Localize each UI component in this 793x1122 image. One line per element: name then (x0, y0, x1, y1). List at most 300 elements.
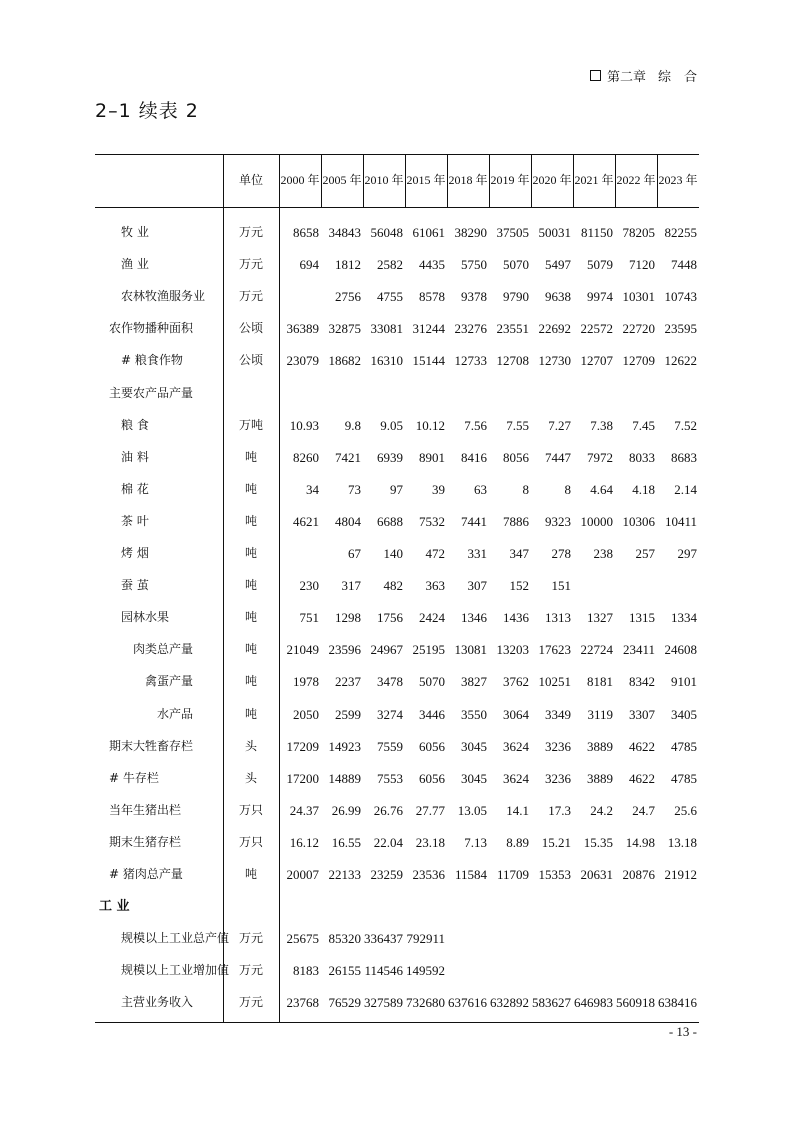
table-row (95, 538, 699, 569)
table-cell: 26.76 (373, 802, 403, 818)
row-label: 农林牧渔服务业 (121, 289, 206, 304)
header-column-divider (363, 154, 364, 207)
table-cell: 8056 (503, 449, 529, 465)
row-label: 油 料 (121, 449, 149, 464)
row-unit: 公顷 (238, 321, 263, 336)
table-cell: 149592 (406, 963, 445, 979)
table-cell: 16310 (370, 353, 403, 369)
row-unit: 吨 (244, 674, 257, 689)
table-cell: 7.13 (464, 834, 487, 850)
table-row (95, 506, 699, 537)
row-label: 期末生猪存栏 (109, 834, 182, 849)
table-row (95, 666, 699, 697)
table-cell: 22724 (580, 642, 613, 658)
header-column-divider (447, 154, 448, 207)
header-column-divider (321, 154, 322, 207)
table-cell: 7.56 (464, 417, 487, 433)
square-icon (590, 70, 601, 81)
table-cell: 3827 (461, 674, 487, 690)
table-row (95, 281, 699, 312)
row-unit: 万元 (238, 289, 263, 304)
table-cell: 472 (425, 546, 445, 561)
table-row (95, 634, 699, 665)
header-column-divider (615, 154, 616, 207)
table-cell: 482 (383, 578, 403, 594)
table-row (95, 474, 699, 505)
table-cell: 34 (306, 481, 319, 497)
table-cell: 10000 (580, 513, 613, 529)
table-cell: 56048 (370, 225, 403, 240)
table-row (95, 313, 699, 344)
table-cell: 23411 (622, 642, 655, 658)
row-label: 农作物播种面积 (109, 321, 194, 336)
table-cell: 38290 (454, 225, 487, 240)
row-label: 规模以上工业总产值 (121, 931, 230, 946)
table-cell: 8033 (629, 449, 655, 465)
row-unit: 万吨 (238, 417, 263, 432)
header-column-divider (657, 154, 658, 207)
table-cell: 10301 (622, 289, 655, 305)
table-cell: 1978 (293, 674, 319, 690)
table-cell: 152 (509, 578, 529, 594)
header-column-divider (573, 154, 574, 207)
table-cell: 7972 (587, 449, 613, 465)
table-cell: 3307 (629, 706, 655, 722)
table-cell: 5070 (503, 257, 529, 273)
table-cell: 8 (522, 481, 529, 497)
year-header: 2023 年 (658, 173, 698, 187)
row-label: 当年生猪出栏 (109, 802, 182, 817)
table-cell: 8658 (293, 225, 319, 240)
table-cell: 12707 (580, 353, 613, 369)
table-row (95, 378, 699, 409)
page-title: 2–1 续表 2 (95, 100, 199, 122)
table-cell: 31244 (412, 321, 445, 337)
row-unit: 吨 (244, 513, 257, 528)
table-cell: 10.12 (415, 417, 445, 433)
table-cell: 140 (383, 546, 403, 561)
year-header: 2005 年 (322, 173, 362, 187)
table-row (95, 763, 699, 794)
table-cell: 6056 (419, 770, 445, 786)
table-cell: 5497 (545, 257, 571, 273)
table-cell: 3889 (587, 738, 613, 754)
table-cell: 1327 (587, 610, 613, 626)
table-cell: 8.89 (506, 834, 529, 850)
table-cell: 23259 (370, 867, 403, 882)
table-cell: 20876 (622, 867, 655, 882)
table-row (95, 570, 699, 601)
table-cell: 12730 (538, 353, 571, 369)
section-label: 综 合 (657, 70, 697, 85)
row-unit: 吨 (244, 610, 257, 625)
table-cell: 73 (348, 481, 361, 497)
table-cell: 9378 (461, 289, 487, 305)
table-row (95, 795, 699, 826)
row-label: # 牛存栏 (109, 770, 159, 785)
year-header: 2015 年 (406, 173, 446, 187)
table-cell: 2237 (335, 674, 361, 690)
table-cell: 10.93 (289, 417, 319, 433)
table-cell: 5070 (419, 674, 445, 690)
table-cell: 17.3 (548, 802, 571, 818)
row-unit: 万元 (238, 931, 263, 946)
table-cell: 14923 (328, 738, 361, 754)
table-cell: 2582 (377, 257, 403, 273)
table-cell: 78205 (622, 225, 655, 240)
year-header: 2018 年 (448, 173, 488, 187)
row-label: 棉 花 (121, 481, 149, 496)
table-cell: 3274 (377, 706, 403, 722)
table-cell: 24967 (370, 642, 403, 658)
table-cell: 9.8 (344, 417, 361, 433)
table-cell: 17200 (286, 770, 319, 786)
table-cell: 1334 (671, 610, 697, 626)
table-cell: 3550 (461, 706, 487, 722)
table-cell: 9790 (503, 289, 529, 305)
unit-header: 单位 (238, 173, 263, 187)
table-cell: 327589 (364, 995, 403, 1011)
table-cell: 20007 (286, 867, 319, 882)
row-label: 主要农产品产量 (109, 385, 194, 400)
row-label: 禽蛋产量 (145, 674, 194, 689)
table-row (95, 602, 699, 633)
table-cell: 8181 (587, 674, 613, 690)
row-unit: 头 (244, 738, 257, 753)
table-cell: 3236 (545, 770, 571, 786)
table-cell: 32875 (328, 321, 361, 337)
table-cell: 2599 (335, 706, 361, 722)
table-cell: 638416 (658, 995, 697, 1011)
row-label: # 猪肉总产量 (109, 867, 183, 881)
table-row (95, 345, 699, 376)
table-cell: 307 (467, 578, 487, 594)
row-label: # 粮食作物 (121, 353, 183, 368)
table-cell: 278 (551, 546, 571, 561)
table-cell: 37505 (496, 225, 529, 240)
table-cell: 9101 (671, 674, 697, 690)
row-unit: 吨 (244, 449, 257, 464)
table-cell: 25195 (412, 642, 445, 658)
table-cell: 230 (299, 578, 319, 594)
row-label: 渔 业 (121, 257, 149, 272)
table-cell: 26.99 (331, 802, 361, 818)
table-cell: 5079 (587, 257, 613, 273)
table-cell: 792911 (406, 931, 445, 947)
table-cell: 12733 (454, 353, 487, 369)
table-cell: 25.6 (674, 802, 697, 818)
table-cell: 34843 (328, 225, 361, 240)
table-cell: 22133 (328, 867, 361, 882)
table-cell: 1346 (461, 610, 487, 626)
table-cell: 15.21 (541, 834, 571, 850)
row-unit: 万只 (238, 802, 263, 817)
table-cell: 25675 (286, 931, 319, 947)
table-cell: 1436 (503, 610, 529, 626)
table-cell: 4804 (335, 513, 361, 529)
table-cell: 15353 (538, 867, 571, 882)
year-header: 2010 年 (364, 173, 404, 187)
row-label: 烤 烟 (121, 546, 149, 560)
row-unit: 吨 (244, 706, 257, 721)
table-cell: 8342 (629, 674, 655, 690)
table-cell: 3478 (377, 674, 403, 690)
table-cell: 3624 (503, 770, 529, 786)
page-number: - 13 - (668, 1024, 697, 1039)
table-cell: 1313 (545, 610, 571, 626)
table-cell: 3349 (545, 706, 571, 722)
row-label: 水产品 (157, 706, 194, 721)
table-cell: 21912 (664, 867, 697, 882)
table-cell: 23768 (286, 995, 319, 1011)
table-cell: 9974 (587, 289, 613, 305)
table-cell: 1812 (335, 257, 361, 273)
table-cell: 1315 (629, 610, 655, 626)
table-cell: 50031 (538, 225, 571, 240)
row-unit: 万元 (238, 995, 263, 1010)
table-cell: 23.18 (415, 834, 445, 850)
row-unit: 万元 (238, 257, 263, 272)
table-cell: 7421 (335, 449, 361, 465)
table-cell: 16.55 (331, 834, 361, 850)
table-cell: 583627 (532, 995, 571, 1011)
table-cell: 4622 (629, 770, 655, 786)
table-cell: 23276 (454, 321, 487, 337)
table-cell: 17623 (538, 642, 571, 658)
table-cell: 17209 (286, 738, 319, 754)
table-cell: 10306 (622, 513, 655, 529)
row-label: 牧 业 (121, 225, 149, 239)
table-cell: 13081 (454, 642, 487, 658)
table-cell: 18682 (328, 353, 361, 369)
row-unit: 万只 (238, 834, 263, 849)
table-cell: 24.37 (289, 802, 319, 818)
table-cell: 3624 (503, 738, 529, 754)
row-label: 茶 叶 (121, 513, 149, 528)
row-unit: 吨 (244, 578, 257, 593)
row-label: 期末大牲畜存栏 (109, 738, 194, 753)
row-label: 肉类总产量 (133, 642, 194, 657)
table-cell: 26155 (328, 963, 361, 979)
table-cell: 6056 (419, 738, 445, 754)
table-cell: 3405 (671, 706, 697, 722)
table-row (95, 731, 699, 762)
row-unit: 吨 (244, 546, 257, 560)
table-cell: 8578 (419, 289, 445, 305)
table-cell: 9323 (545, 513, 571, 529)
year-header: 2020 年 (532, 173, 572, 187)
row-unit: 万元 (238, 225, 263, 239)
table-cell: 9.05 (380, 417, 403, 433)
table-cell: 23595 (664, 321, 697, 337)
table-cell: 7447 (545, 449, 571, 465)
year-header: 2019 年 (490, 173, 530, 187)
table-cell: 27.77 (415, 802, 445, 818)
table-cell: 8 (564, 481, 571, 497)
table-cell: 8416 (461, 449, 487, 465)
table-cell: 11709 (496, 867, 529, 882)
table-cell: 39 (432, 481, 445, 497)
table-cell: 7120 (629, 257, 655, 273)
table-cell: 7559 (377, 738, 403, 754)
table-cell: 646983 (574, 995, 613, 1011)
table-cell: 7.38 (590, 417, 613, 433)
table-header-rule (95, 207, 699, 208)
table-cell: 8901 (419, 449, 445, 465)
row-label: 粮 食 (121, 417, 149, 432)
table-cell: 13.18 (667, 834, 697, 850)
table-cell: 4785 (671, 770, 697, 786)
table-row (95, 217, 699, 248)
table-cell: 7.27 (548, 417, 571, 433)
year-header: 2021 年 (574, 173, 614, 187)
table-cell: 2.14 (674, 481, 697, 497)
table-cell: 23079 (286, 353, 319, 369)
year-header: 2022 年 (616, 173, 656, 187)
row-unit: 吨 (244, 867, 257, 881)
table-cell: 14889 (328, 770, 361, 786)
table-cell: 7448 (671, 257, 697, 273)
table-cell: 3064 (503, 706, 529, 722)
table-cell: 751 (299, 610, 319, 626)
year-header: 2000 年 (280, 173, 320, 187)
table-cell: 6688 (377, 513, 403, 529)
table-cell: 3236 (545, 738, 571, 754)
table-row (95, 955, 699, 986)
row-unit: 公顷 (238, 353, 263, 368)
table-cell: 632892 (490, 995, 529, 1011)
table-row (95, 923, 699, 954)
table-cell: 4.64 (590, 481, 613, 497)
table-cell: 23551 (496, 321, 529, 337)
table-cell: 297 (677, 546, 697, 561)
table-cell: 24.2 (590, 802, 613, 818)
table-cell: 4435 (419, 257, 445, 273)
table-cell: 336437 (364, 931, 403, 947)
table-cell: 694 (299, 257, 319, 273)
table-cell: 24608 (664, 642, 697, 658)
table-cell: 4621 (293, 513, 319, 529)
table-cell: 13203 (496, 642, 529, 658)
table-cell: 151 (551, 578, 571, 594)
table-cell: 3762 (503, 674, 529, 690)
table-cell: 7532 (419, 513, 445, 529)
table-cell: 7.55 (506, 417, 529, 433)
table-cell: 7.45 (632, 417, 655, 433)
table-bottom-rule (95, 1022, 699, 1023)
table-cell: 22572 (580, 321, 613, 337)
table-cell: 2756 (335, 289, 361, 305)
table-cell: 15144 (412, 353, 445, 369)
table-cell: 732680 (406, 995, 445, 1011)
table-cell: 114546 (364, 963, 403, 979)
table-cell: 8683 (671, 449, 697, 465)
table-cell: 347 (509, 546, 529, 561)
table-cell: 560918 (616, 995, 655, 1011)
table-cell: 82255 (664, 225, 697, 240)
table-cell: 363 (425, 578, 445, 594)
table-cell: 3889 (587, 770, 613, 786)
table-row (95, 827, 699, 858)
row-label: 规模以上工业增加值 (121, 963, 230, 978)
table-row (95, 699, 699, 730)
table-cell: 7441 (461, 513, 487, 529)
table-cell: 85320 (328, 931, 361, 947)
table-cell: 3446 (419, 706, 445, 722)
table-cell: 67 (348, 546, 361, 561)
page-header (590, 66, 697, 85)
table-cell: 22692 (538, 321, 571, 337)
table-cell: 331 (467, 546, 487, 561)
row-label: 主营业务收入 (121, 995, 194, 1010)
table-cell: 2050 (293, 706, 319, 722)
table-cell: 4785 (671, 738, 697, 754)
row-unit: 吨 (244, 642, 257, 657)
header-column-divider (405, 154, 406, 207)
table-cell: 4.18 (632, 481, 655, 497)
table-cell: 8260 (293, 449, 319, 465)
table-cell: 15.35 (583, 834, 613, 850)
table-cell: 10743 (664, 289, 697, 305)
table-cell: 5750 (461, 257, 487, 273)
table-cell: 9638 (545, 289, 571, 305)
header-column-divider (489, 154, 490, 207)
table-cell: 4755 (377, 289, 403, 305)
table-cell: 33081 (370, 321, 403, 337)
row-label: 园林水果 (121, 610, 170, 625)
table-cell: 23536 (412, 867, 445, 882)
table-cell: 63 (474, 481, 487, 497)
table-cell: 3045 (461, 770, 487, 786)
table-cell: 637616 (448, 995, 487, 1011)
table-cell: 22.04 (373, 834, 403, 850)
table-cell: 14.1 (506, 802, 529, 818)
table-cell: 7553 (377, 770, 403, 786)
table-row (95, 987, 699, 1018)
header-column-divider (531, 154, 532, 207)
table-row (95, 891, 699, 922)
table-cell: 3119 (587, 706, 613, 722)
table-row (95, 249, 699, 280)
table-cell: 76529 (328, 995, 361, 1011)
table-cell: 97 (390, 481, 403, 497)
table-row (95, 410, 699, 441)
table-cell: 257 (635, 546, 655, 561)
row-label: 蚕 茧 (121, 578, 149, 593)
table-cell: 3045 (461, 738, 487, 754)
table-cell: 14.98 (625, 834, 655, 850)
table-row (95, 859, 699, 890)
table-cell: 10411 (664, 513, 697, 529)
table-cell: 36389 (286, 321, 319, 337)
table-cell: 238 (593, 546, 613, 561)
table-cell: 13.05 (457, 802, 487, 818)
table-cell: 81150 (580, 225, 613, 240)
table-cell: 1756 (377, 610, 403, 626)
table-row (95, 442, 699, 473)
row-unit: 吨 (244, 481, 257, 496)
table-cell: 7.52 (674, 417, 697, 433)
table-cell: 2424 (419, 610, 445, 626)
table-cell: 317 (341, 578, 361, 594)
table-cell: 6939 (377, 449, 403, 465)
row-label: 工 业 (99, 899, 130, 915)
row-unit: 头 (244, 770, 257, 785)
table-cell: 12709 (622, 353, 655, 369)
row-unit: 万元 (238, 963, 263, 978)
table-cell: 61061 (412, 225, 445, 240)
table-cell: 22720 (622, 321, 655, 337)
